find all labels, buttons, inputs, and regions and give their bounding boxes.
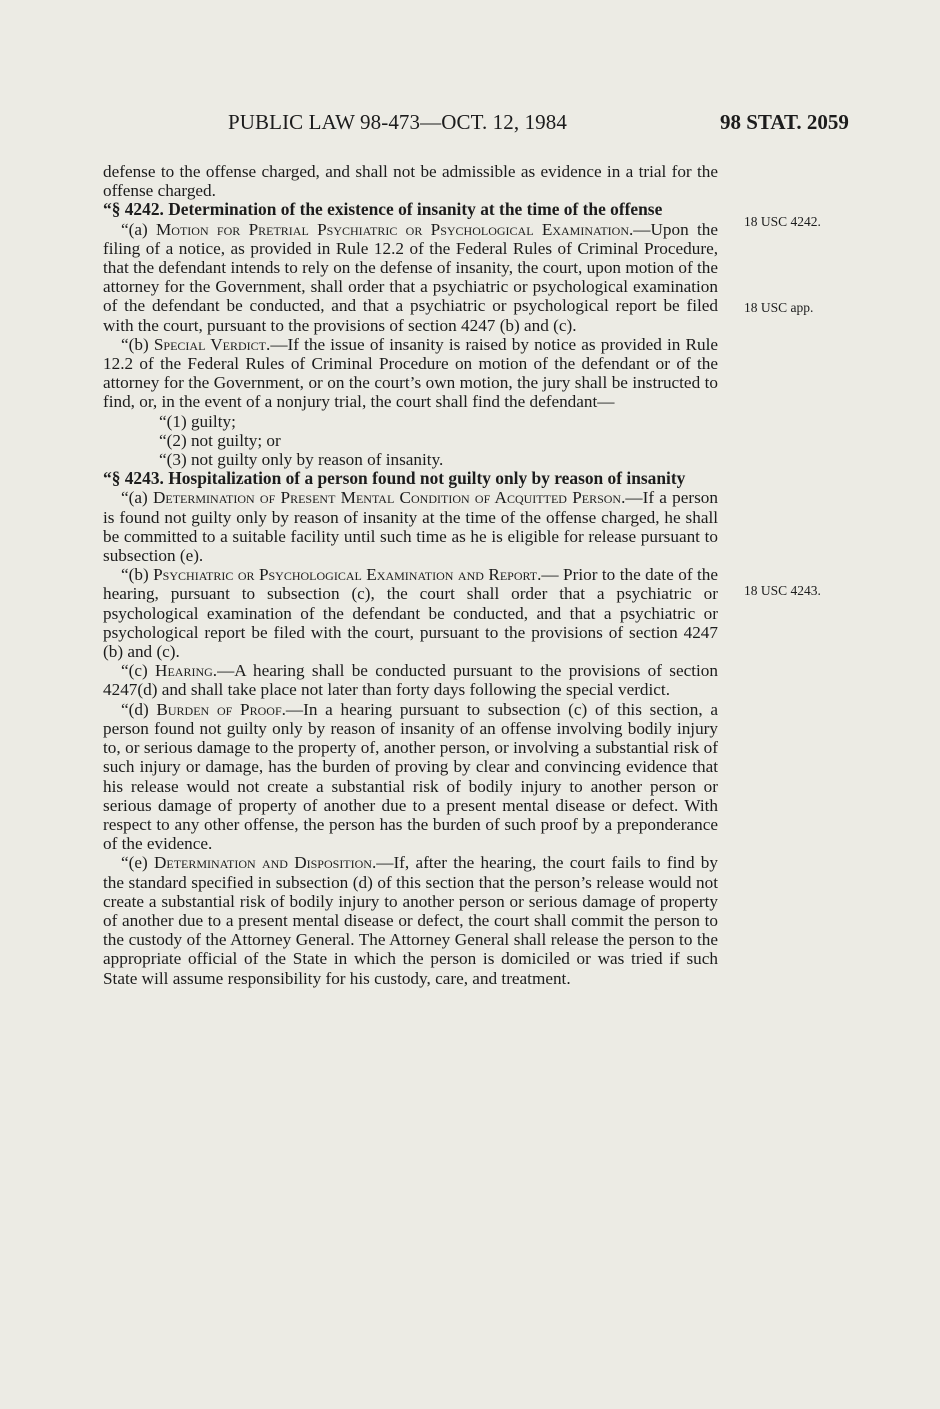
subsection-label: “(b) [121, 334, 154, 354]
verdict-option-1: “(1) guilty; [159, 411, 236, 431]
stat-page-number: 98 STAT. 2059 [720, 110, 849, 134]
subsection-label: “(e) [121, 853, 154, 873]
subsection-text: .—In a hearing pursuant to subsection (c) of this section, a person found not guilty only by reason of insanity of an offense involving bodily injury to, or serious damage to the property of, another person, or involving a substantial risk of such injury or damage, has the burden of proving by clear and convincing evidence that his release would not create a substantial risk of bodily injury to another person or serious damage of property of another due to a present mental disease or defect. With respect to any other offense, the person has the burden of such proof by a preponderance of the evidence. [103, 699, 718, 854]
continuation-paragraph: defense to the offense charged, and shall not be admissible as evidence in a trial for the offense charged. [103, 162, 718, 201]
section-4243-e [103, 853, 718, 987]
section-4242-a [103, 220, 718, 335]
page-header [0, 110, 940, 140]
subsection-label: “(b) [121, 565, 154, 585]
statute-body [103, 162, 718, 988]
subsection-text: .— Prior to the date of the hearing, pursuant to subsection (c), the court shall order that a psychiatric or psychological examination of the defendant be conducted, and that a psychiatric or psychological report be filed with the court, pursuant to the provisions of section 4247 (b) and (c). [103, 565, 719, 662]
public-law-title: PUBLIC LAW 98-473—OCT. 12, 1984 [228, 110, 567, 134]
subsection-caption: Determination and Disposition [153, 853, 372, 873]
margin-note-usc-app: 18 USC app. [744, 300, 814, 315]
verdict-option-3: “(3) not guilty only by reason of insanity. [159, 450, 444, 470]
section-4243-d [103, 700, 718, 854]
subsection-label: “(a) [121, 488, 153, 508]
section-4243-heading: “§ 4243. Hospitalization of a person found not guilty only by reason of insanity [103, 468, 686, 489]
subsection-caption: Determination of Present Mental Condition of Acquitted Person [152, 488, 622, 508]
margin-note-usc-4242: 18 USC 4242. [744, 214, 821, 229]
subsection-text: .—If, after the hearing, the court fails to find by the standard specified in subsection (d) of this section that the person’s release would not create a substantial risk of bodily injury to another person or serious damage of property of another due to a present mental disease or defect, the court shall commit the person to the custody of the Attorney General. The Attorney General shall release the person to the appropriate official of the State in which the person is domiciled or was tried if such State will assume responsibility for his custody, care, and treatment. [103, 853, 718, 988]
subsection-caption: Psychiatric or Psychological Examination and Report [153, 565, 538, 585]
section-4243-a [103, 488, 718, 565]
verdict-option-2: “(2) not guilty; or [159, 430, 281, 450]
subsection-label: “(a) [121, 219, 157, 239]
subsection-caption: Motion for Pretrial Psychiatric or Psychological Examination [156, 219, 629, 239]
section-4242-b [103, 335, 718, 412]
subsection-label: “(c) [121, 661, 156, 681]
section-4242-heading: “§ 4242. Determination of the existence of insanity at the time of the offense [103, 199, 663, 220]
section-4243-c [103, 661, 718, 699]
subsection-caption: Special Verdict [153, 334, 267, 354]
margin-note-usc-4243: 18 USC 4243. [744, 583, 821, 598]
subsection-text: .—If a person is found not guilty only by reason of insanity at the time of the offense charged, he shall be committed to a suitable facility until such time as he is eligible for release pursuant to subsection (e). [103, 488, 718, 566]
section-4243-b [103, 565, 718, 661]
subsection-caption: Burden of Proof [156, 699, 282, 719]
subsection-text: .—Upon the filing of a notice, as provided in Rule 12.2 of the Federal Rules of Criminal Procedure, that the defendant intends to rely on the defense of insanity, the court, upon motion of the attorney for the Government, shall order that a psychiatric or psychological examination of the defendant be conducted, and that a psychiatric or psychological report be filed with the court, pursuant to the provisions of section 4247 (b) and (c). [103, 219, 718, 335]
subsection-label: “(d) [121, 699, 157, 719]
subsection-caption: Hearing [155, 661, 213, 681]
subsection-text: .—A hearing shall be conducted pursuant to the provisions of section 4247(d) and shall take place not later than forty days following the special verdict. [103, 661, 718, 700]
subsection-text: .—If the issue of insanity is raised by notice as provided in Rule 12.2 of the Federal Rules of Criminal Procedure on motion of the defendant or of the attorney for the Government, or on the court’s own motion, the jury shall be instructed to find, or, in the event of a nonjury trial, the court shall find the defendant— [103, 334, 718, 412]
